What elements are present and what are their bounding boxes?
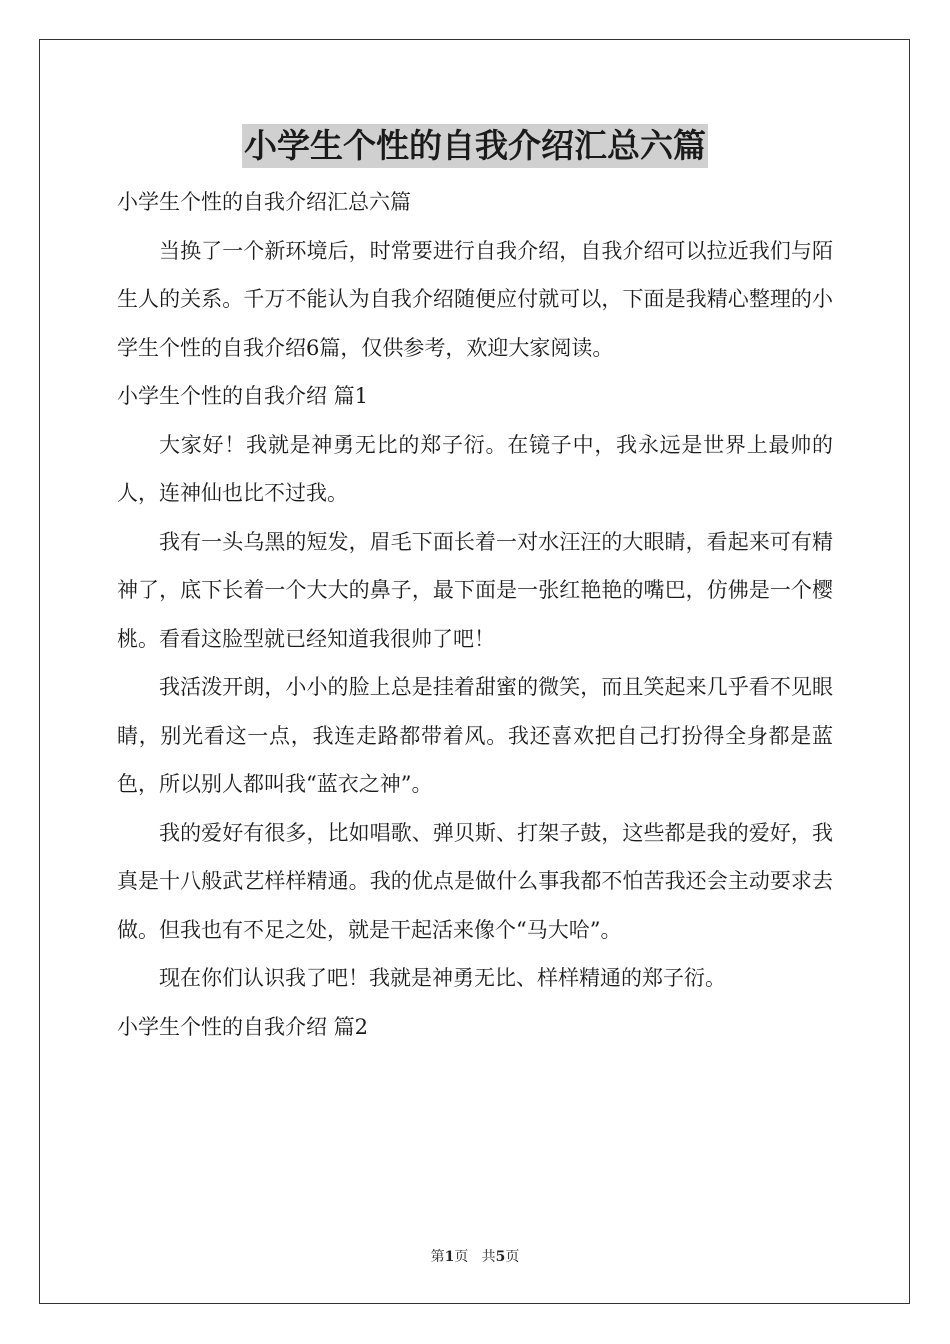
footer-page-prefix: 第 — [430, 1249, 445, 1265]
title-container — [0, 124, 950, 168]
document-title: 小学生个性的自我介绍汇总六篇 — [242, 124, 708, 168]
section1-paragraph: 大家好！我就是神勇无比的郑子衍。在镜子中，我永远是世界上最帅的人，连神仙也比不过我。 — [117, 432, 833, 505]
document-body — [117, 178, 833, 1051]
footer-page-mid: 页 共 — [454, 1249, 496, 1265]
section1-paragraph: 我活泼开朗，小小的脸上总是挂着甜蜜的微笑，而且笑起来几乎看不见眼睛，别光看这一点，我连走路都带着风。我还喜欢把自己打扮得全身都是蓝色，所以别人都叫我“蓝衣之神”。 — [117, 675, 833, 796]
page-footer — [0, 1247, 950, 1267]
section1-paragraph: 我有一头乌黑的短发，眉毛下面长着一对水汪汪的大眼睛，看起来可有精神了，底下长着一个大大的鼻子，最下面是一张红艳艳的嘴巴，仿佛是一个樱桃。看看这脸型就已经知道我很帅了吧！ — [117, 529, 833, 651]
section-heading-1: 小学生个性的自我介绍 篇1 — [117, 384, 369, 408]
footer-page-suffix: 页 — [505, 1249, 520, 1265]
section1-paragraph: 现在你们认识我了吧！我就是神勇无比、样样精通的郑子衍。 — [159, 966, 726, 990]
section-heading-2: 小学生个性的自我介绍 篇2 — [117, 1014, 369, 1039]
footer-page-current: 1 — [444, 1249, 455, 1265]
section1-paragraph: 我的爱好有很多，比如唱歌、弹贝斯、打架子鼓，这些都是我的爱好，我真是十八般武艺样样精通。我的优点是做什么事我都不怕苦我还会主动要求去做。但我也有不足之处，就是干起活来像个“马大哈”。 — [117, 820, 833, 942]
footer-page-total: 5 — [495, 1249, 506, 1265]
document-subtitle: 小学生个性的自我介绍汇总六篇 — [117, 190, 411, 214]
intro-paragraph: 当换了一个新环境后，时常要进行自我介绍，自我介绍可以拉近我们与陌生人的关系。千万不能认为自我介绍随便应付就可以，下面是我精心整理的小学生个性的自我介绍6篇，仅供参考，欢迎大家阅读。 — [117, 238, 833, 360]
